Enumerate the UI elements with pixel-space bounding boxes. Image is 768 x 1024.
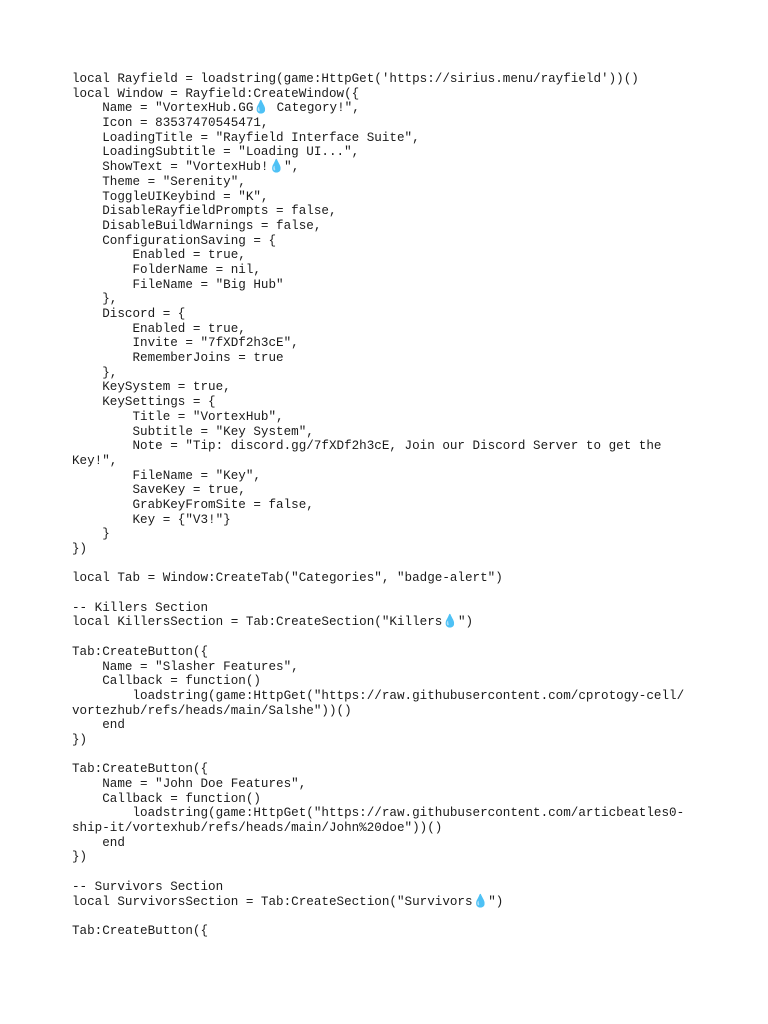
code-line: Subtitle = "Key System", [72, 424, 314, 439]
code-line: Tab:CreateButton({ [72, 644, 209, 659]
code-line: LoadingSubtitle = "Loading UI...", [72, 145, 360, 160]
code-line: RememberJoins = true [72, 351, 284, 366]
code-line [72, 748, 712, 763]
code-line: }) [72, 542, 88, 556]
code-line: Key = {"V3!"} [72, 512, 231, 527]
code-line: end [72, 835, 125, 850]
code-line: Title = "VortexHub", [72, 409, 284, 424]
code-line: Callback = function() [72, 791, 261, 806]
code-line: local Rayfield = loadstring(game:HttpGet('https://sirius.menu/rayfield'))() [72, 72, 639, 86]
code-line: Theme = "Serenity", [72, 174, 246, 189]
code-line: -- Killers Section [72, 600, 209, 615]
code-line: Tab:CreateButton({ [72, 762, 209, 777]
code-line: loadstring(game:HttpGet("https://raw.githubusercontent.com/articbeatles0- [72, 806, 685, 821]
code-line: KeySystem = true, [72, 380, 231, 395]
code-line: DisableRayfieldPrompts = false, [72, 204, 337, 219]
code-line: ToggleUIKeybind = "K", [72, 189, 269, 204]
code-line: FileName = "Key", [72, 468, 261, 483]
code-line: }, [72, 292, 118, 307]
code-line: ConfigurationSaving = { [72, 233, 277, 248]
code-line: Name = "Slasher Features", [72, 659, 299, 674]
code-line: Name = "John Doe Features", [72, 777, 307, 791]
code-line: FolderName = nil, [72, 262, 261, 277]
code-line: }) [72, 732, 88, 747]
code-line: Key!", [72, 453, 118, 468]
code-line: local SurvivorsSection = Tab:CreateSection("Survivors💧") [72, 894, 504, 909]
code-line [72, 630, 712, 645]
code-line: ShowText = "VortexHub!💧", [72, 160, 300, 175]
code-line [72, 909, 712, 924]
code-line [72, 586, 712, 601]
code-line: ship-it/vortexhub/refs/heads/main/John%20doe"))() [72, 821, 443, 836]
code-line: GrabKeyFromSite = false, [72, 497, 314, 512]
code-listing [72, 72, 712, 939]
code-line: -- Survivors Section [72, 879, 224, 894]
code-line [72, 557, 712, 572]
code-line: vortezhub/refs/heads/main/Salshe"))() [72, 703, 352, 718]
code-line: }) [72, 850, 88, 865]
code-line: Enabled = true, [72, 248, 246, 263]
code-line: Name = "VortexHub.GG💧 Category!", [72, 101, 360, 116]
code-line: loadstring(game:HttpGet("https://raw.githubusercontent.com/cprotogy-cell/ [72, 688, 685, 703]
code-line: LoadingTitle = "Rayfield Interface Suite", [72, 130, 420, 145]
code-line [72, 865, 712, 880]
code-line: }, [72, 365, 118, 380]
code-line: end [72, 718, 125, 733]
code-line: Note = "Tip: discord.gg/7fXDf2h3cE, Join our Discord Server to get the [72, 439, 662, 454]
code-line: Discord = { [72, 307, 186, 321]
code-line: local KillersSection = Tab:CreateSection("Killers💧") [72, 615, 474, 630]
code-line: local Tab = Window:CreateTab("Categories", "badge-alert") [72, 571, 503, 586]
code-line: } [72, 527, 110, 542]
code-line: Invite = "7fXDf2h3cE", [72, 336, 299, 351]
code-line: Icon = 83537470545471, [72, 116, 269, 131]
code-line: DisableBuildWarnings = false, [72, 218, 322, 233]
code-line: Callback = function() [72, 674, 261, 689]
code-line: FileName = "Big Hub" [72, 277, 284, 292]
code-line: Tab:CreateButton({ [72, 923, 209, 938]
code-line: SaveKey = true, [72, 483, 246, 498]
code-line: local Window = Rayfield:CreateWindow({ [72, 86, 360, 101]
code-line: Enabled = true, [72, 321, 246, 336]
code-line: KeySettings = { [72, 395, 216, 410]
